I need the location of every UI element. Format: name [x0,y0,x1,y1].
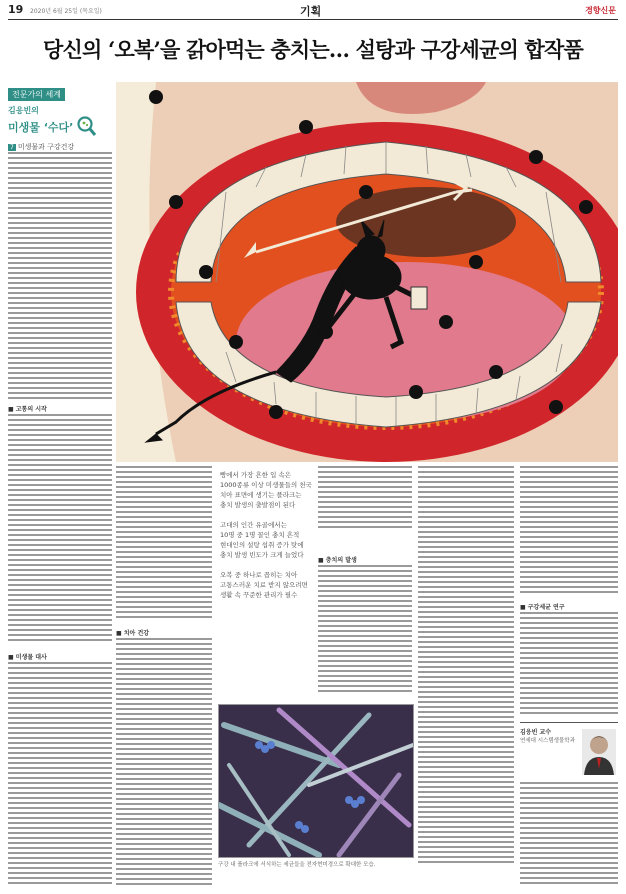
newspaper-name: 경향신문 [585,6,616,15]
subhead-3: ■ 치아 건강 [116,630,150,637]
pull-quote-line: 현대인의 설탕 섭취 증가 탓에 [220,541,304,549]
author-box [520,722,618,779]
column-kicker: 전문가의 세계 [8,88,65,101]
illustration-mouth-devil [116,82,618,462]
section-name: 기획 [300,5,322,18]
bacteria-micrograph [218,704,414,858]
body-column-6 [520,466,618,596]
subhead-5: ■ 구강세균 연구 [520,604,565,611]
column-author: 김응빈의 [8,106,39,115]
body-column-6b [520,612,618,718]
column-series: 미생물 ‘수다’ [8,121,74,134]
pull-quote-line [220,560,312,570]
pull-quote-line: 치아 표면에 생기는 플라크는 [220,491,302,499]
pull-quote-line [220,510,312,520]
author-photo [582,729,616,775]
page-header [0,0,626,22]
author-label: 김응빈 교수 [520,729,552,736]
column-box [8,82,108,152]
body-column-2b [116,638,212,888]
pull-quote-line: 고통스러운 치료 받지 않으려면 [220,581,308,589]
pull-quote-line: 충치 발생의 출발점이 된다 [220,501,296,509]
left-column-text [8,152,112,402]
left-column-text-2 [8,414,112,646]
page-number: 19 [8,3,24,16]
body-column-6c [520,782,618,888]
column-subtitle [8,142,108,152]
author-affiliation: 연세대 시스템생물학과 [520,738,575,744]
header-rule [8,19,618,20]
left-column-text-3 [8,662,112,888]
pull-quote-line: 빵에서 가장 흔한 입 속은 [220,471,292,479]
body-column-4 [318,466,412,536]
body-column-2 [116,466,212,624]
pull-quote-line: 오복 중 하나로 꼽히는 치아 [220,571,298,579]
pull-quote-line: 고대의 인간 유골에서는 [220,521,287,529]
subhead-1: ■ 고통의 시작 [8,406,47,413]
pull-quote [220,470,312,600]
pull-quote-line: 1000종류 이상 미생물들의 천국 [220,481,312,489]
body-column-5 [418,466,514,888]
article-headline: 당신의 ‘오복’을 갉아먹는 충치는… 설탕과 구강세균의 합작품 [43,37,583,62]
pull-quote-line: 생활 속 꾸준한 관리가 필수 [220,591,298,599]
subtitle-tag: 7 [10,144,14,151]
photo-caption: 구강 내 플라크에 서식하는 세균들을 전자현미경으로 확대한 모습. [218,862,376,868]
body-column-4b [318,565,412,699]
issue-date: 2020년 6월 25일 (목요일) [30,8,102,15]
magnifier-microbe-icon [77,116,97,138]
subtitle-text: 미생물과 구강건강 [17,143,75,151]
pull-quote-line: 10명 중 1명 꼴인 충치 흔적 [220,531,300,539]
subhead-2: ■ 미생물 대사 [8,654,47,661]
subhead-4: ■ 충치의 발생 [318,557,357,564]
pull-quote-line: 충치 발생 빈도가 크게 늘었다 [220,551,304,559]
